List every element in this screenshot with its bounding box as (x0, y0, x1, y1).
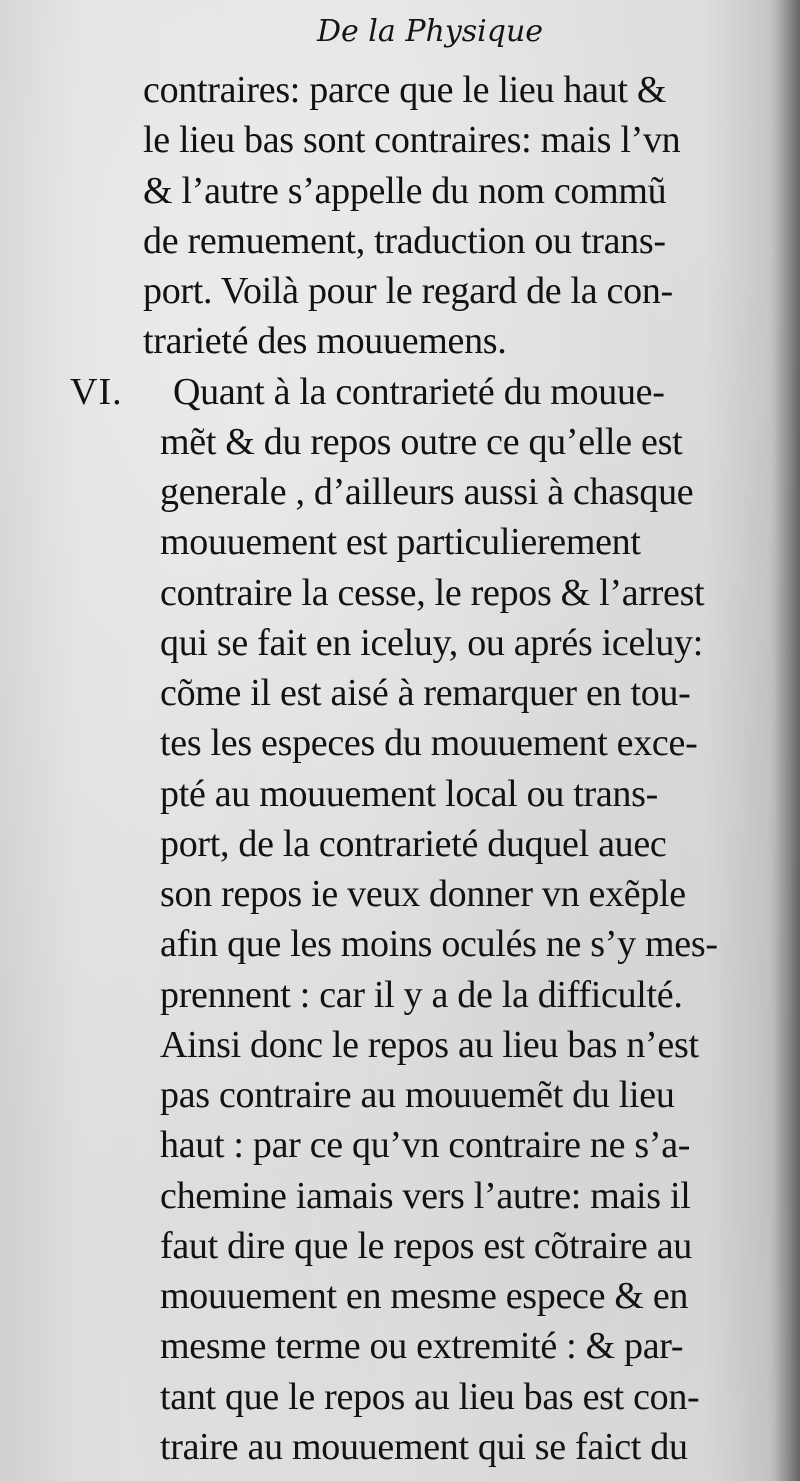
text-line: Ainsi donc le repos au lieu bas n’est (160, 1023, 699, 1066)
section-number: VI. (70, 370, 123, 413)
text-line: prennent : car il y a de la difficulté. (160, 973, 683, 1016)
text-line: mouuement est particulierement (160, 521, 641, 564)
running-head: De la Physique (316, 14, 544, 49)
text-line: contraires: parce que le lieu haut & (143, 69, 667, 111)
text-line: trarieté des mouuemens. (143, 320, 507, 363)
text-line: contraire la cesse, le repos & l’arrest (160, 571, 705, 614)
text-line: port. Voilà pour le regard de la con- (143, 270, 673, 313)
text-line: pas contraire au mouuemẽt du lieu (160, 1074, 675, 1117)
text-line: mẽt & du repos outre ce qu’elle est (160, 420, 683, 463)
text-line: le lieu bas sont contraires: mais l’vn (143, 119, 681, 162)
text-line: tes les especes du mouuement exce- (160, 722, 698, 765)
text-line: faut dire que le repos est cõtraire au (160, 1224, 692, 1267)
text-line: chemine iamais vers l’autre: mais il (160, 1174, 691, 1217)
text-line: cõme il est aisé à remarquer en tou- (160, 672, 691, 715)
text-line: mesme terme ou extremité : & par- (160, 1325, 684, 1368)
text-line: pté au mouuement local ou trans- (160, 772, 658, 815)
text-line: afin que les moins oculés ne s’y mes- (160, 923, 718, 966)
text-line: mouuement en mesme espece & en (160, 1275, 689, 1318)
text-line: & l’autre s’appelle du nom commũ (143, 169, 667, 212)
text-line: son repos ie veux donner vn exẽple (160, 873, 686, 916)
text-line: port, de la contrarieté duquel auec (160, 822, 667, 865)
text-line: tant que le repos au lieu bas est con- (160, 1375, 700, 1418)
text-line: haut : par ce qu’vn contraire ne s’a- (160, 1124, 691, 1167)
text-line: qui se fait en iceluy, ou aprés iceluy: (160, 621, 703, 664)
text-line: de remuement, traduction ou trans- (143, 219, 666, 262)
text-line: generale , d’ailleurs aussi à chasque (160, 471, 694, 514)
text-line: Quant à la contrarieté du mouue- (173, 370, 665, 413)
text-line: traire au mouuement qui se faict du (160, 1426, 688, 1468)
